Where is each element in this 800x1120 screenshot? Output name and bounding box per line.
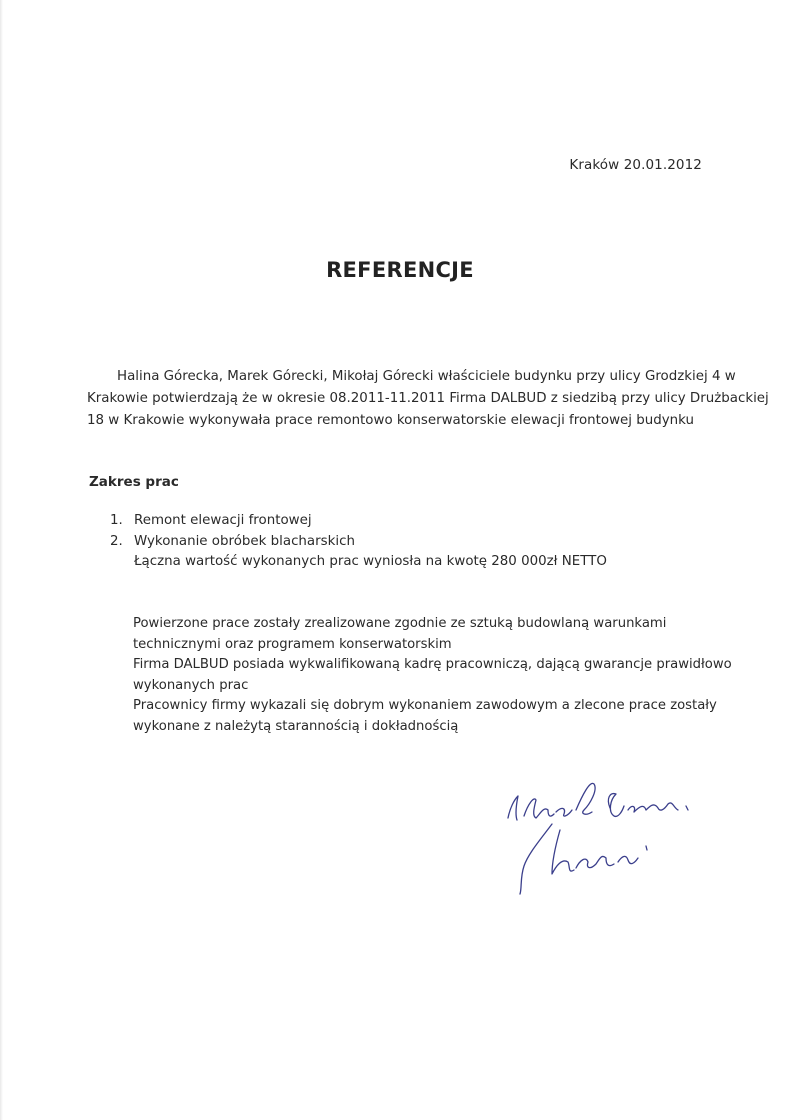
closing-line: wykonane z należytą starannością i dokładnością bbox=[133, 718, 459, 734]
scope-heading: Zakres prac bbox=[89, 474, 179, 490]
signature-stroke bbox=[576, 856, 614, 868]
total-value-line: Łączna wartość wykonanych prac wyniosła na kwotę 280 000zł NETTO bbox=[134, 554, 607, 569]
intro-paragraph bbox=[87, 366, 769, 432]
signature-stroke bbox=[618, 856, 638, 863]
closing-line: Pracownicy firmy wykazali się dobrym wykonaniem zawodowym a zlecone prace zostały bbox=[133, 698, 717, 713]
signature-stroke bbox=[686, 806, 688, 810]
list-item-text: Remont elewacji frontowej bbox=[134, 513, 312, 528]
document-title: REFERENCJE bbox=[326, 258, 474, 282]
list-item bbox=[110, 510, 355, 531]
signature-stroke bbox=[508, 796, 518, 820]
list-item-text: Wykonanie obróbek blacharskich bbox=[134, 534, 355, 549]
list-item-number: 1. bbox=[110, 513, 123, 528]
closing-line: Firma DALBUD posiada wykwalifikowaną kadrę pracowniczą, dającą gwarancje prawidłowo bbox=[133, 657, 732, 672]
signature-stroke bbox=[556, 808, 572, 816]
signature-stroke bbox=[628, 803, 678, 812]
list-item-number: 2. bbox=[110, 534, 123, 549]
handwritten-signature bbox=[490, 770, 720, 900]
signature-stroke bbox=[524, 799, 554, 818]
signature-stroke bbox=[608, 794, 624, 817]
intro-line: 18 w Krakowie wykonywała prace remontowo konserwatorskie elewacji frontowej budynku bbox=[87, 413, 694, 428]
scan-edge bbox=[0, 0, 3, 1120]
scope-list bbox=[110, 510, 355, 552]
intro-line: Halina Górecka, Marek Górecki, Mikołaj Górecki właściciele budynku przy ulicy Grodzkiej 4 w bbox=[117, 369, 736, 384]
signature-stroke bbox=[576, 783, 595, 814]
intro-line: Krakowie potwierdzają że w okresie 08.2011-11.2011 Firma DALBUD z siedzibą przy ulicy Drużbackiej bbox=[87, 391, 769, 406]
signature-stroke bbox=[646, 846, 647, 850]
list-item bbox=[110, 531, 355, 552]
closing-paragraph bbox=[133, 614, 733, 737]
closing-line: technicznymi oraz programem konserwatorskim bbox=[133, 636, 452, 652]
signature-stroke bbox=[520, 824, 552, 894]
closing-line: Powierzone prace zostały zrealizowane zgodnie ze sztuką budowlaną warunkami bbox=[133, 616, 667, 631]
signature-stroke bbox=[552, 830, 574, 874]
place-date: Kraków 20.01.2012 bbox=[569, 157, 702, 173]
closing-line: wykonanych prac bbox=[133, 677, 249, 693]
